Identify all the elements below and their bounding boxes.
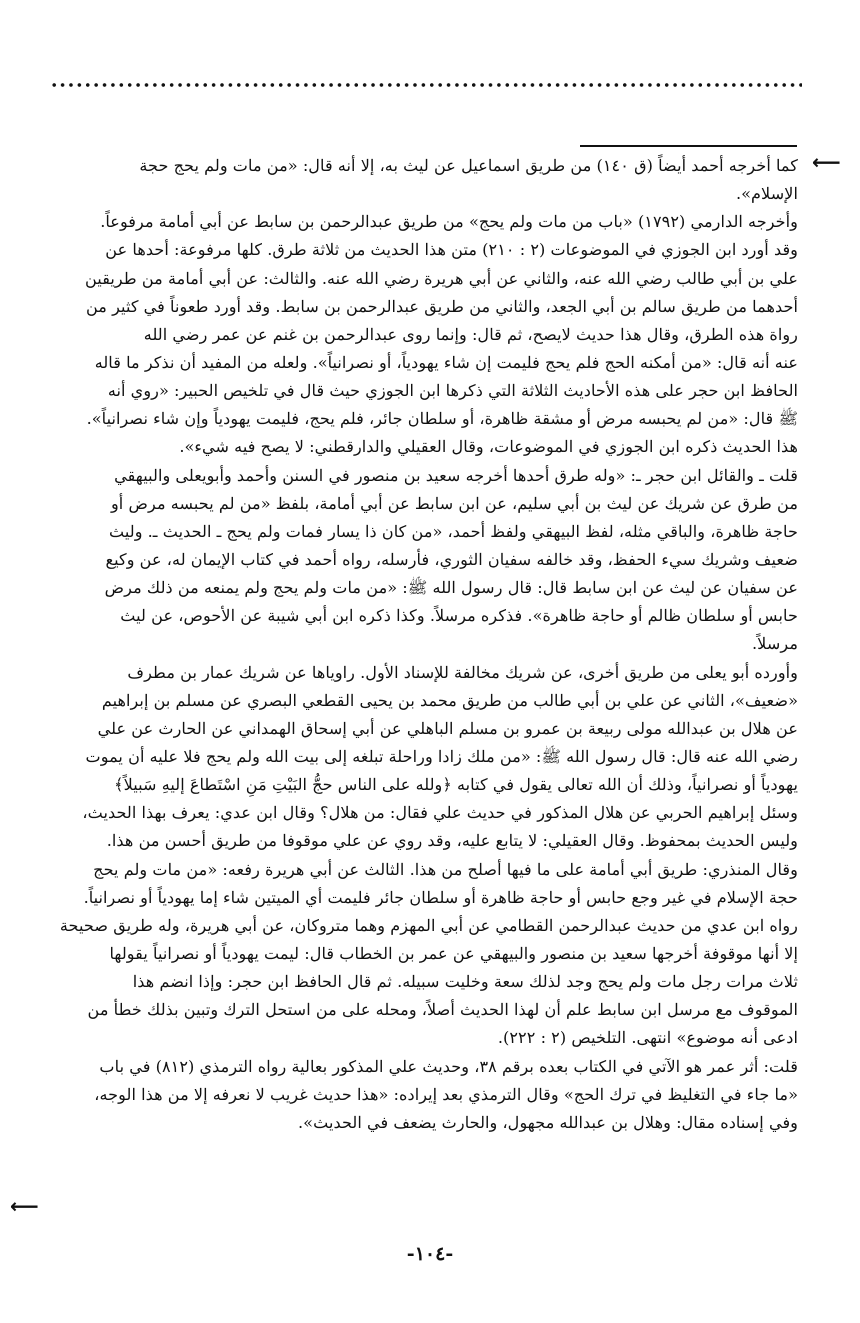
text-line: رواة هذه الطرق، وقال هذا حديث لايصح، ثم قال: وإنما روى عبدالرحمن بن غنم عن عمر رضي الله [143,324,798,344]
continuation-arrow-icon: ⟵ [812,150,841,174]
text-line: كما أخرجه أحمد أيضاً (ق ١٤٠) من طريق اسماعيل عن ليث به، إلا أنه قال: «من مات ولم يحج حجة [139,156,798,175]
text-line: إلا أنها موقوفة أخرجها سعيد بن منصور والبيهقي عن عمر بن الخطاب قال: ليمت يهودياً أو نصرانياً يقولها [109,943,798,963]
text-line: هذا الحديث ذكره ابن الجوزي في الموضوعات، وقال العقيلي والدارقطني: لا يصح فيه شيء». [179,437,798,457]
text-line: وقال المنذري: طريق أبي أمامة على ما فيها أصلح من هذا. الثالث عن أبي هريرة رفعه: «من مات ولم يحج [93,859,798,879]
text-line: الإسلام». [735,184,798,204]
text-line: ثلاث مرات رجل مات ولم يحج وجد لذلك سعة وخليت سبيله. ثم قال الحافظ ابن حجر: وإذا انضم هذا [132,972,798,992]
text-line: علي بن أبي طالب رضي الله عنه، والثاني عن أبي هريرة رضي الله عنه. والثالث: عن أبي أمامة من طريقين [84,268,798,288]
text-line: وقد أورد ابن الجوزي في الموضوعات (٢ : ٢١٠) متن هذا الحديث من ثلاثة طرق. كلها مرفوعة: أحدها عن [105,240,798,260]
text-line: رضي الله عنه قال: قال رسول الله ﷺ: «من ملك زادا وراحلة تبلغه إلى بيت الله ولم يحج فلا عليه أن يموت [85,746,798,766]
continuation-arrow-icon: ⟵ [10,1194,39,1218]
text-line: ضعيف وشريك سيء الحفظ، وقد خالفه سفيان الثوري، فأرسله، رواه أحمد في كتاب الإيمان له، عن وكيع [105,549,798,569]
text-line: رواه ابن عدي من حديث عبدالرحمن القطامي عن أبي المهزم وهما متروكان، عن أبي هريرة، وله طريق صحيحة [59,915,798,935]
page-number: -١٠٤- [406,1243,454,1265]
text-line: أحدهما من طريق سالم بن أبي الجعد، والثاني من طريق عبدالرحمن بن سابط. وقد أورد طعوناً في كثير من [85,296,798,316]
footnote-separator-rule [580,145,797,147]
text-line: ﷺ قال: «من لم يحبسه مرض أو مشقة ظاهرة، أو سلطان جائر، فلم يحج، فليمت يهودياً وإن شاء نصرانياً». [86,409,798,429]
text-line: ادعى أنه موضوع» انتهى. التلخيص (٢ : ٢٢٢). [497,1028,798,1048]
text-line: وليس الحديث بمحفوظ. وقال العقيلي: لا يتابع عليه، وقد روي عن علي موقوفا من طريق أحسن من هذا. [106,831,798,851]
text-line: يهودياً أو نصرانياً، وذلك أن الله تعالى يقول في كتابه ﴿ولله على الناس حجُّ البَيْتِ مَنِ اسْتَطاعَ إليهِ سَبيلاً﴾ [114,775,798,795]
text-line: قلت: أثر عمر هو الآتي في الكتاب بعده برقم ٣٨، وحديث علي المذكور بعالية رواه الترمذي (٨١٢) في باب [99,1056,798,1076]
text-line: عن هلال بن عبدالله مولى ربيعة بن عمرو بن مسلم الباهلي عن أبي إسحاق الهمداني عن الحارث عن علي [97,718,798,738]
text-line: من طرق عن شريك عن ليث بن أبي سليم، عن ابن سابط عن أبي أمامة، بلفظ «من لم يحبسه مرض أو [110,493,798,513]
text-line: حابس أو سلطان ظالم أو حاجة ظاهرة». فذكره مرسلاً. وكذا ذكره ابن أبي شيبة عن الأحوص، عن ليث [120,606,798,626]
text-line: قلت ـ والقائل ابن حجر ـ: «وله طرق أحدها أخرجه سعيد بن منصور في السنن وأحمد وأبويعلى والبيهقي [114,465,798,485]
text-line: وفي إسناده مقال: وهلال بن عبدالله مجهول، والحارث يضعف في الحديث». [298,1112,798,1132]
footnote-text-block [48,152,798,1165]
text-line: الحافظ ابن حجر على هذه الأحاديث الثلاثة التي ذكرها ابن الجوزي حيث قال في تلخيص الحبير: «روي أنه [107,381,798,401]
text-line: عنه أنه قال: «من أمكنه الحج فلم يحج فليمت إن شاء يهودياً، أو نصرانياً». ولعله من المفيد أن نذكر ما قاله [94,352,798,372]
text-line: وأخرجه الدارمي (١٧٩٢) «باب من مات ولم يحج» من طريق عبدالرحمن بن سابط عن أبي أمامة مرفوعاً. [100,212,798,232]
text-line: الموقوف مع مرسل ابن سابط علم أن لهذا الحديث أصلاً، ومحله على من استحل الترك وتبين بذلك خطأ من [87,1000,798,1020]
text-line: «ضعيف»، الثاني عن علي بن أبي طالب من طريق محمد بن يحيى القطعي البصري عن مسلم بن إبراهيم [101,690,798,710]
text-line: حاجة ظاهرة، والباقي مثله، لفظ البيهقي ولفظ أحمد، «من كان ذا يسار فمات ولم يحج ـ الحديث ـ. وليث [108,521,798,541]
text-line [48,1137,798,1165]
text-line: «ما جاء في التغليظ في ترك الحج» وقال الترمذي بعد إيراده: «هذا حديث غريب لا نعرفه إلا من هذا الوجه، [94,1084,798,1104]
text-line: حجة الإسلام في غير وجع حابس أو حاجة ظاهرة أو سلطان جائر فليمت أي الميتين شاء إما يهودياً أو نصرانياً. [83,887,798,907]
text-line: عن سفيان عن ليث عن ابن سابط قال: قال رسول الله ﷺ: «من مات ولم يحج ولم يمنعه من ذلك مرض [104,578,798,598]
text-line: وسئل إبراهيم الحربي عن هلال المذكور في حديث علي فقال: من هلال؟ وقال ابن عدي: يعرف بهذا الحديث، [82,803,798,823]
dotted-header-rule [50,82,802,88]
text-line: وأورده أبو يعلى من طريق أخرى، عن شريك مخالفة للإسناد الأول. راوياها عن شريك عمار بن مطرف [127,662,798,682]
text-line: مرسلاً. [752,634,798,654]
